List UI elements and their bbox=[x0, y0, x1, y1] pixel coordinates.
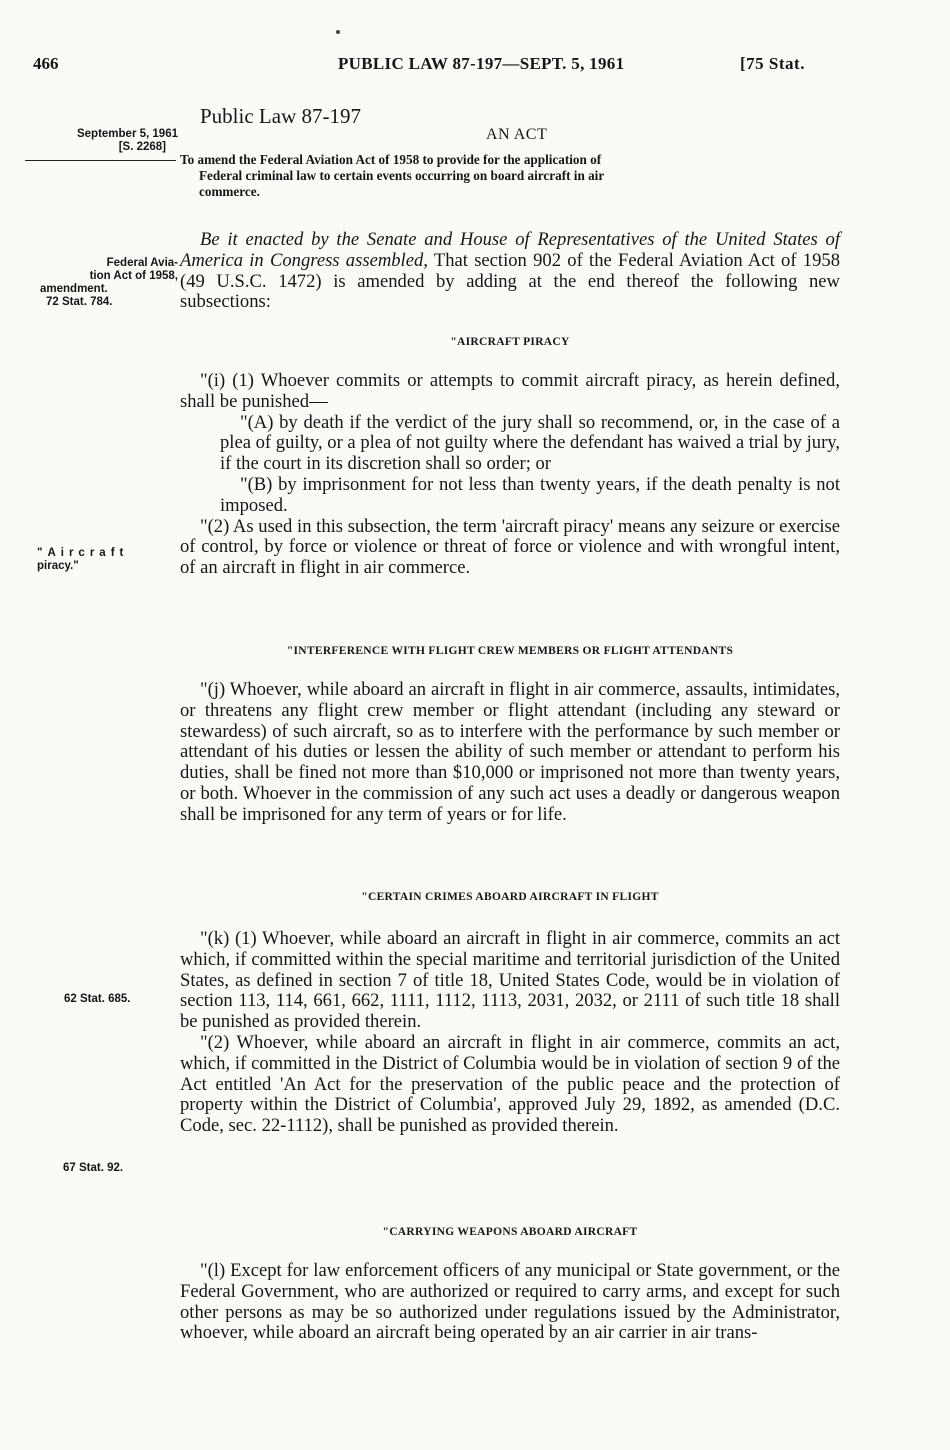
margin-fed-1: Federal Avia- bbox=[106, 257, 178, 269]
para-iB: "(B) by imprisonment for not less than twenty years, if the death penalty is not imposed. bbox=[220, 473, 840, 516]
margin-note-piracy bbox=[37, 547, 199, 573]
heading-carrying-weapons: "CARRYING WEAPONS ABOARD AIRCRAFT bbox=[382, 1226, 638, 1238]
para-i2: "(2) As used in this subsection, the term 'aircraft piracy' means any seizure or exercise of control, by force or violence or threat of force or violence and with wrongful intent, of an aircraft in flight in air commerce. bbox=[180, 515, 840, 579]
margin-piracy-2: piracy." bbox=[37, 560, 79, 572]
margin-note-67-stat: 67 Stat. 92. bbox=[63, 1162, 124, 1174]
subsection-j bbox=[180, 680, 840, 826]
purpose-line-2: Federal criminal law to certain events occurring on board aircraft in air bbox=[199, 168, 605, 183]
margin-rule bbox=[25, 160, 176, 161]
margin-date: September 5, 1961 bbox=[76, 128, 178, 140]
heading-aircraft-piracy: "AIRCRAFT PIRACY bbox=[450, 336, 570, 348]
heading-certain-crimes: "CERTAIN CRIMES ABOARD AIRCRAFT IN FLIGHT bbox=[361, 891, 659, 903]
enacting-clause-italic: Be it enacted by the Senate and House of Representatives of the United States of America in Congress assembled, bbox=[180, 229, 840, 271]
para-k1: "(k) (1) Whoever, while aboard an aircraft in flight in air commerce, commits an act which, if committed within the special maritime and territorial jurisdiction of the United States, as defined in section 7 of title 18, United States Code, would be in violation of section 113, 114, 661, 662, 1111, 1112, 1113, 2031, 2032, or 2111 of such title 18 shall be punished as provided therein. bbox=[180, 928, 840, 1033]
margin-piracy-1: "Aircraft bbox=[37, 547, 129, 559]
margin-fed-4: 72 Stat. 784. bbox=[46, 296, 113, 308]
subsection-l bbox=[180, 1261, 840, 1344]
enacting-clause bbox=[180, 230, 840, 313]
law-title: Public Law 87-197 bbox=[200, 104, 361, 128]
header-stat: [75 Stat. bbox=[740, 54, 805, 73]
margin-bill: [S. 2268] bbox=[118, 141, 166, 153]
para-k2: "(2) Whoever, while aboard an aircraft in flight in air commerce, commits an act, which, if committed in the District of Columbia would be in violation of section 9 of the Act entitled 'An Act for the preservation of the public peace and the protection of property within the District of Columbia', approved July 29, 1892, as amended (D.C. Code, sec. 22-1112), shall be punished as provided therein. bbox=[180, 1031, 840, 1137]
subsection-k bbox=[180, 929, 840, 1137]
margin-note-fed-act bbox=[34, 257, 178, 309]
margin-note-date bbox=[33, 128, 178, 154]
margin-fed-3: amendment. bbox=[40, 283, 108, 295]
page-number: 466 bbox=[33, 54, 59, 73]
running-header bbox=[0, 54, 950, 78]
header-title: PUBLIC LAW 87-197—SEPT. 5, 1961 bbox=[338, 54, 625, 73]
purpose-line-3: commerce. bbox=[199, 184, 260, 199]
page-speck bbox=[336, 30, 340, 34]
para-l: "(l) Except for law enforcement officers of any municipal or State government, or the Federal Government, who are authorized or required to carry arms, and except for such other persons as may be so authorized under regulations issued by the Administrator, whoever, while aboard an aircraft being operated by an air carrier in air trans- bbox=[180, 1260, 840, 1344]
para-iA: "(A) by death if the verdict of the jury shall so recommend, or, in the case of a plea of guilty, or a plea of not guilty where the defendant has waived a trial by jury, if the court in its discretion shall so order; or bbox=[220, 411, 840, 475]
para-i1: "(i) (1) Whoever commits or attempts to commit aircraft piracy, as herein defined, shall be punished— bbox=[180, 370, 840, 412]
heading-interference: "INTERFERENCE WITH FLIGHT CREW MEMBERS OR FLIGHT ATTENDANTS bbox=[286, 645, 734, 657]
margin-note-62-stat: 62 Stat. 685. bbox=[64, 993, 131, 1005]
act-purpose bbox=[180, 152, 840, 200]
enacting-clause-text: That section 902 of the Federal Aviation Act of 1958 (49 U.S.C. 1472) is amended by adding at the end thereof the following new subsections: bbox=[180, 249, 840, 313]
purpose-line-1: To amend the Federal Aviation Act of 1958 to provide for the application of bbox=[180, 152, 602, 167]
para-j: "(j) Whoever, while aboard an aircraft in flight in air commerce, assaults, intimidates, or threatens any flight crew member or flight attendant (including any steward or stewardess) of such aircraft, so as to interfere with the performance by such member or attendant of his duties or lessen the ability of such member or attendant to perform his duties, shall be fined not more than $10,000 or imprisoned not more than twenty years, or both. Whoever in the commission of any such act uses a deadly or dangerous weapon shall be imprisoned for any term of years or for life. bbox=[180, 679, 840, 825]
margin-fed-2: tion Act of 1958, bbox=[89, 270, 178, 282]
an-act-label: AN ACT bbox=[486, 126, 548, 143]
subsection-i bbox=[180, 371, 840, 579]
